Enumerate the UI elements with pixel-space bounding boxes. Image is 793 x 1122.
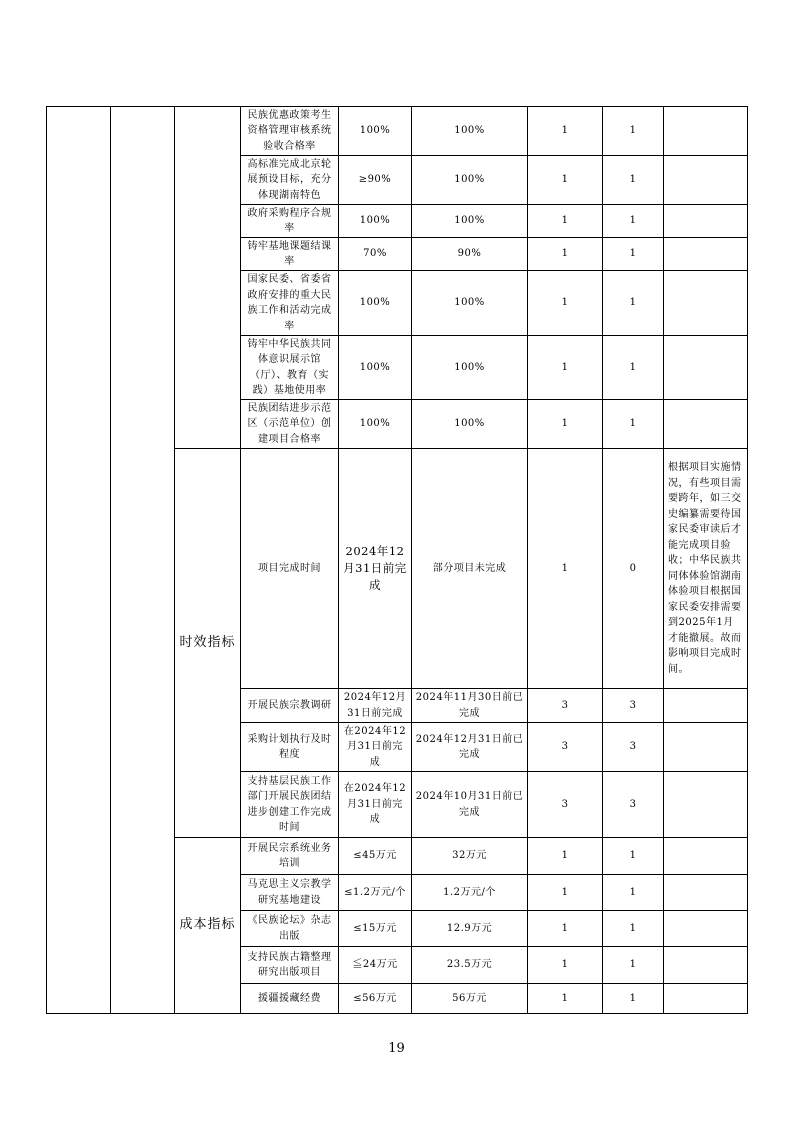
score-value: 1 (603, 238, 664, 271)
weight-value: 1 (528, 156, 603, 205)
score-value: 1 (603, 107, 664, 156)
weight-value: 3 (528, 723, 603, 772)
score-value: 1 (603, 875, 664, 911)
weight-value: 1 (528, 984, 603, 1014)
indicator-name: 铸牢基地课题结课率 (241, 238, 339, 271)
score-value: 1 (603, 838, 664, 875)
score-value: 1 (603, 911, 664, 947)
indicator-name: 马克思主义宗教学研究基地建设 (241, 875, 339, 911)
score-value: 3 (603, 772, 664, 838)
target-value: 2024年12月31日前完成 (339, 689, 412, 723)
weight-value: 1 (528, 400, 603, 449)
actual-value: 56万元 (412, 984, 528, 1014)
weight-value: 3 (528, 772, 603, 838)
actual-value: 90% (412, 238, 528, 271)
target-value: ≤56万元 (339, 984, 412, 1014)
level1-category-cell (47, 107, 111, 1014)
target-value: 2024年12月31日前完成 (339, 449, 412, 689)
target-value: ≤1.2万元/个 (339, 875, 412, 911)
indicator-name: 国家民委、省委省政府安排的重大民族工作和活动完成率 (241, 271, 339, 336)
score-value: 1 (603, 336, 664, 400)
score-value: 0 (603, 449, 664, 689)
deviation-note (664, 689, 748, 723)
indicator-name: 政府采购程序合规率 (241, 205, 339, 238)
deviation-note (664, 772, 748, 838)
score-value: 1 (603, 205, 664, 238)
weight-value: 1 (528, 336, 603, 400)
level3-category-cell (175, 107, 241, 449)
weight-value: 1 (528, 107, 603, 156)
target-value: 100% (339, 205, 412, 238)
weight-value: 1 (528, 238, 603, 271)
deviation-note (664, 947, 748, 984)
target-value: ≦24万元 (339, 947, 412, 984)
actual-value: 2024年11月30日前已完成 (412, 689, 528, 723)
target-value: ≤45万元 (339, 838, 412, 875)
deviation-note: 根据项目实施情况，有些项目需要跨年，如三交史编纂需要待国家民委审读后才能完成项目验收；中华民族共同体体验馆湖南体验项目根据国家民委安排需要到2025年1月才能撤展。故而影响项目完成时间。 (664, 449, 748, 689)
deviation-note (664, 238, 748, 271)
indicator-name: 铸牢中华民族共同体意识展示馆（厅）、教育（实践）基地使用率 (241, 336, 339, 400)
indicator-name: 支持基层民族工作部门开展民族团结进步创建工作完成时间 (241, 772, 339, 838)
weight-value: 1 (528, 449, 603, 689)
weight-value: 1 (528, 838, 603, 875)
indicator-name: 采购计划执行及时程度 (241, 723, 339, 772)
weight-value: 1 (528, 271, 603, 336)
deviation-note (664, 107, 748, 156)
weight-value: 3 (528, 689, 603, 723)
weight-value: 1 (528, 875, 603, 911)
actual-value: 2024年10月31日前已完成 (412, 772, 528, 838)
deviation-note (664, 336, 748, 400)
indicator-name: 项目完成时间 (241, 449, 339, 689)
target-value: ≤15万元 (339, 911, 412, 947)
deviation-note (664, 838, 748, 875)
weight-value: 1 (528, 205, 603, 238)
deviation-note (664, 205, 748, 238)
target-value: 70% (339, 238, 412, 271)
indicator-name: 开展民族宗教调研 (241, 689, 339, 723)
performance-indicator-table (46, 106, 748, 1014)
actual-value: 部分项目未完成 (412, 449, 528, 689)
target-value: 100% (339, 271, 412, 336)
deviation-note (664, 156, 748, 205)
indicator-name: 开展民宗系统业务培训 (241, 838, 339, 875)
score-value: 1 (603, 156, 664, 205)
indicator-name: 《民族论坛》杂志出版 (241, 911, 339, 947)
deviation-note (664, 984, 748, 1014)
actual-value: 32万元 (412, 838, 528, 875)
target-value: 100% (339, 400, 412, 449)
indicator-name: 高标准完成北京轮展预设目标，充分体现湖南特色 (241, 156, 339, 205)
target-value: 在2024年12月31日前完成 (339, 723, 412, 772)
actual-value: 100% (412, 336, 528, 400)
indicator-name: 民族优惠政策考生资格管理审核系统验收合格率 (241, 107, 339, 156)
actual-value: 2024年12月31日前已完成 (412, 723, 528, 772)
actual-value: 100% (412, 271, 528, 336)
actual-value: 1.2万元/个 (412, 875, 528, 911)
score-value: 3 (603, 689, 664, 723)
table-row (47, 107, 748, 156)
deviation-note (664, 723, 748, 772)
page-number: 19 (388, 1041, 405, 1056)
actual-value: 100% (412, 205, 528, 238)
target-value: 100% (339, 107, 412, 156)
deviation-note (664, 911, 748, 947)
timeliness-category: 时效指标 (175, 449, 241, 838)
score-value: 1 (603, 984, 664, 1014)
weight-value: 1 (528, 947, 603, 984)
target-value: 100% (339, 336, 412, 400)
target-value: 在2024年12月31日前完成 (339, 772, 412, 838)
score-value: 3 (603, 723, 664, 772)
level2-category-cell (111, 107, 175, 1014)
actual-value: 100% (412, 107, 528, 156)
actual-value: 100% (412, 156, 528, 205)
deviation-note (664, 271, 748, 336)
score-value: 1 (603, 271, 664, 336)
weight-value: 1 (528, 911, 603, 947)
deviation-note (664, 875, 748, 911)
actual-value: 12.9万元 (412, 911, 528, 947)
score-value: 1 (603, 947, 664, 984)
cost-category: 成本指标 (175, 838, 241, 1014)
deviation-note (664, 400, 748, 449)
actual-value: 100% (412, 400, 528, 449)
indicator-name: 支持民族古籍整理研究出版项目 (241, 947, 339, 984)
target-value: ≥90% (339, 156, 412, 205)
score-value: 1 (603, 400, 664, 449)
indicator-name: 民族团结进步示范区（示范单位）创建项目合格率 (241, 400, 339, 449)
actual-value: 23.5万元 (412, 947, 528, 984)
indicator-name: 援疆援藏经费 (241, 984, 339, 1014)
